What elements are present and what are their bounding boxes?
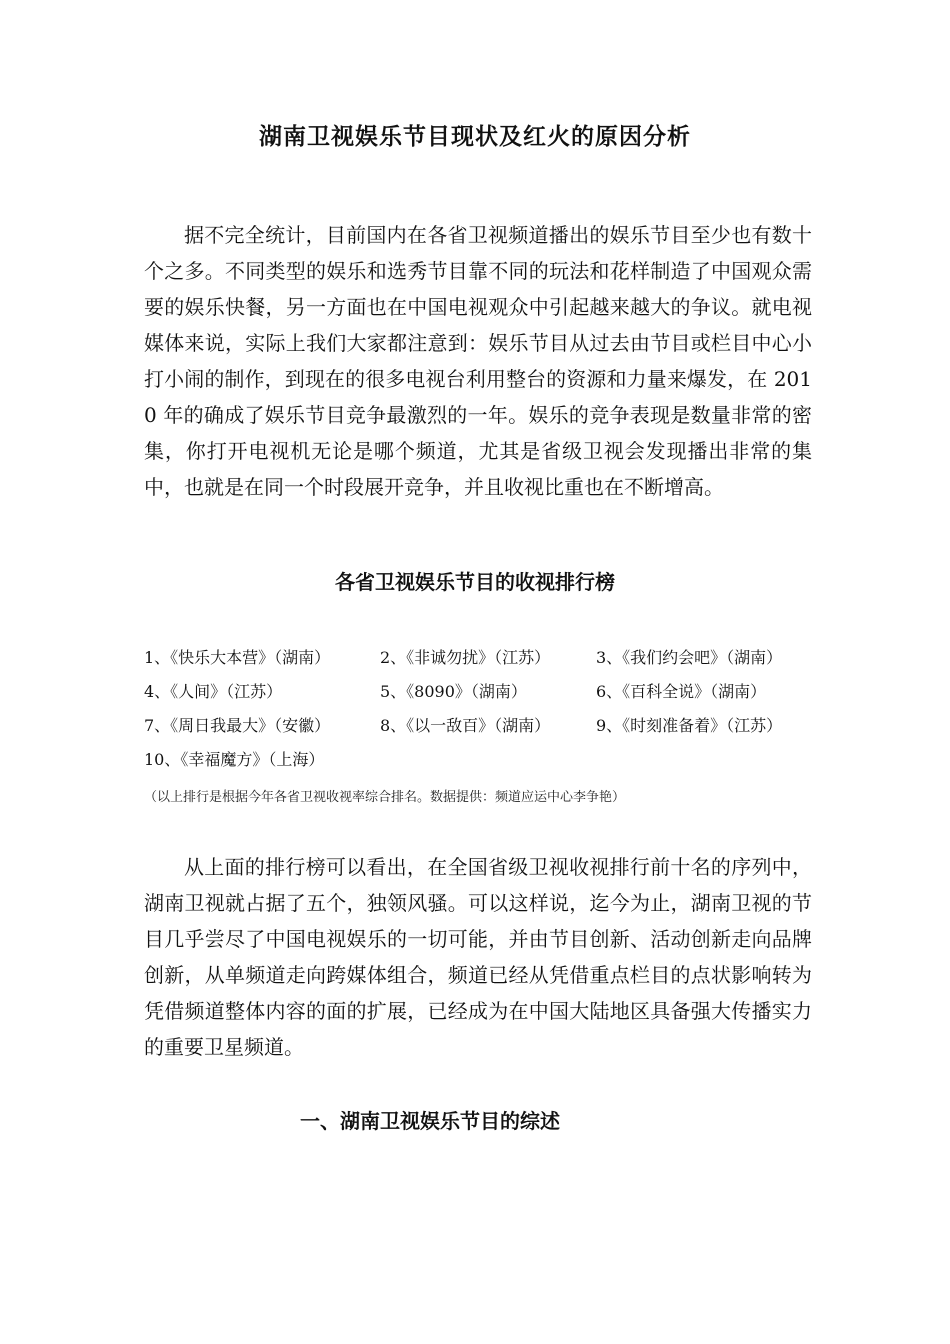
analysis-paragraph: 从上面的排行榜可以看出，在全国省级卫视收视排行前十名的序列中，湖南卫视就占据了五个，独领风骚。可以这样说，迄今为止，湖南卫视的节目几乎尝尽了中国电视娱乐的一切可能，并由节目创新、活动创新走向品牌创新，从单频道走向跨媒体组合，频道已经从凭借重点栏目的点状影响转为凭借频道整体内容的面的扩展，已经成为在中国大陆地区具备强大传播实力的重要卫星频道。: [144, 855, 812, 1059]
ranking-item: 8、《以一敌百》（湖南）: [380, 716, 551, 735]
ranking-item: 4、《人间》（江苏）: [144, 682, 283, 701]
ranking-item: 6、《百科全说》（湖南）: [596, 682, 767, 701]
ranking-row: [144, 675, 824, 709]
ranking-list: [144, 641, 824, 777]
ranking-item: 7、《周日我最大》（安徽）: [144, 716, 331, 735]
ranking-item: 5、《8090》（湖南）: [380, 682, 527, 701]
document-title: 湖南卫视娱乐节目现状及红火的原因分析: [259, 124, 691, 150]
intro-paragraph: 据不完全统计，目前国内在各省卫视频道播出的娱乐节目至少也有数十个之多。不同类型的娱乐和选秀节目靠不同的玩法和花样制造了中国观众需要的娱乐快餐，另一方面也在中国电视观众中引起越来越大的争议。就电视媒体来说，实际上我们大家都注意到：娱乐节目从过去由节目或栏目中心小打小闹的制作，到现在的很多电视台利用整台的资源和力量来爆发，在 2010 年的确成了娱乐节目竞争最激烈的一年。娱乐的竞争表现是数量非常的密集，你打开电视机无论是哪个频道，尤其是省级卫视会发现播出非常的集中，也就是在同一个时段展开竞争，并且收视比重也在不断增高。: [144, 223, 812, 499]
section-heading: 一、湖南卫视娱乐节目的综述: [300, 1109, 560, 1133]
ranking-note: （以上排行是根据今年各省卫视收视率综合排名。数据提供：频道应运中心李争艳）: [144, 790, 626, 805]
ranking-item: 3、《我们约会吧》（湖南）: [596, 648, 783, 667]
ranking-row: [144, 641, 824, 675]
ranking-row: [144, 743, 824, 777]
ranking-item: 2、《非诚勿扰》（江苏）: [380, 648, 551, 667]
ranking-item: 10、《幸福魔方》（上海）: [144, 750, 325, 769]
ranking-row: [144, 709, 824, 743]
ranking-item: 1、《快乐大本营》（湖南）: [144, 648, 331, 667]
ranking-item: 9、《时刻准备着》（江苏）: [596, 716, 783, 735]
ranking-title: 各省卫视娱乐节目的收视排行榜: [335, 570, 615, 594]
